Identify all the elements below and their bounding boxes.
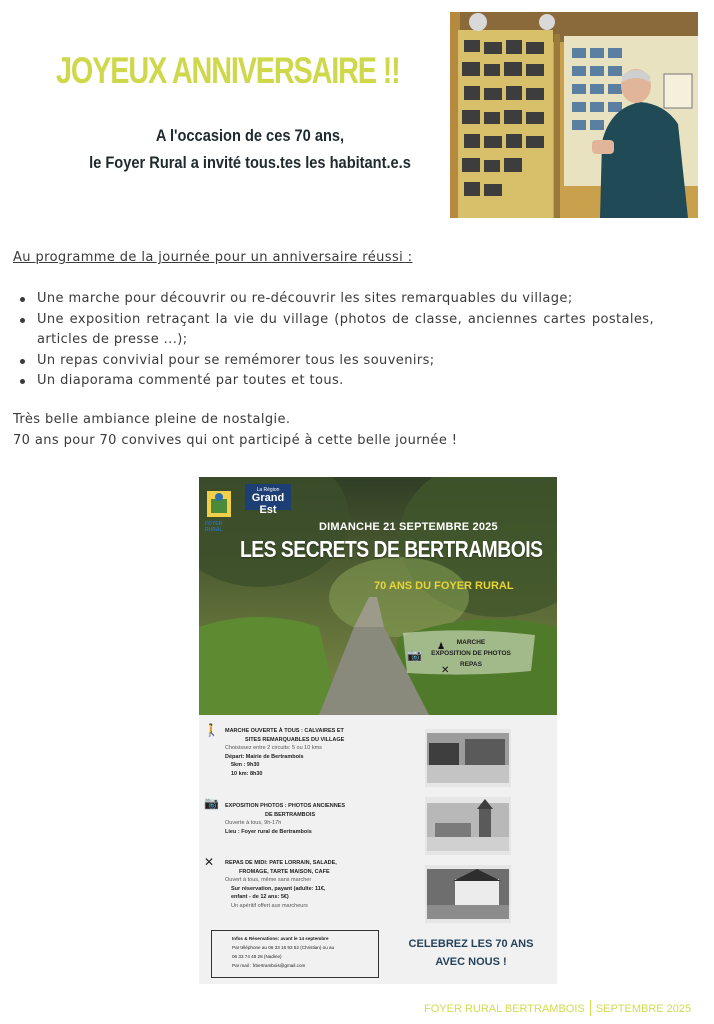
page-footer: [424, 1000, 691, 1016]
page-title: JOYEUX ANNIVERSAIRE !!: [56, 50, 400, 91]
subtitle-line-2: le Foyer Rural a invité tous.tes les habitant.e.s: [89, 153, 411, 172]
footer-org: FOYER RURAL BERTRAMBOIS: [424, 1003, 585, 1015]
hiker-icon: 🚶: [204, 723, 219, 737]
exhibition-photo: [450, 12, 698, 218]
poster-tag-text: [431, 637, 511, 670]
poster-date: DIMANCHE 21 SEPTEMBRE 2025: [319, 521, 498, 533]
list-item: Une exposition retraçant la vie du village (photos de classe, anciennes cartes postales, articles de presse ...);: [20, 310, 654, 351]
grand-est-badge: La Région Grand Est: [245, 484, 291, 510]
celebrate-text: CELEBREZ LES 70 ANS AVEC NOUS !: [408, 938, 534, 968]
tag-line: MARCHE: [456, 639, 486, 646]
footer-separator: [590, 1000, 591, 1016]
footer-date: SEPTEMBRE 2025: [595, 1003, 692, 1015]
list-item: Une marche pour découvrir ou re-découvrir les sites remarquables du village;: [20, 289, 654, 310]
poster-title: LES SECRETS DE BERTRAMBOIS: [240, 536, 543, 562]
page-subtitle: [40, 122, 460, 176]
subtitle-line-1: A l'occasion de ces 70 ans,: [155, 126, 345, 145]
list-item: Un diaporama commenté par toutes et tous.: [20, 371, 654, 392]
closing-text: [13, 410, 457, 451]
tag-line: REPAS: [460, 661, 482, 668]
walk-section: MARCHE OUVERTE À TOUS : CALVAIRES ET SITES REMARQUABLES DU VILLAGE Choisissez entre 2 circuits: 5 ou 10 kms Départ: Mairie de Bertrambois 5km : 9h30 10 km: 8h30: [225, 728, 345, 777]
old-photo-house: [425, 865, 511, 923]
program-list: [20, 289, 654, 392]
event-poster: [199, 477, 557, 984]
expo-section: EXPOSITION PHOTOS : PHOTOS ANCIENNES DE BERTRAMBOIS Ouverte à tous, 9h-17h Lieu : Foyer rural de Bertrambois: [225, 803, 346, 835]
svg-text:📷: 📷: [407, 648, 422, 662]
svg-text:♟: ♟: [437, 642, 446, 652]
info-box: Infos & Réservations: avant le 14 septembre Par téléphone au 06 33 16 93 52 (Christian) ou au 06 33 74 48 28 (Nadine) Par mail : frbertrambois@gmail.com: [211, 930, 379, 978]
cutlery-icon: ✕: [204, 855, 215, 869]
list-item: Un repas convivial pour se remémorer tous les souvenirs;: [20, 351, 654, 372]
poster-subtitle: 70 ANS DU FOYER RURAL: [374, 580, 514, 592]
old-photo-church: [425, 797, 511, 855]
foyer-rural-logo: FOYER RURAL: [205, 489, 233, 545]
meal-section: REPAS DE MIDI: PATE LORRAIN, SALADE, FROMAGE, TARTE MAISON, CAFE Ouvert à tous, même sans marcher Sur réservation, payant (adulte: 11€, enfant - de 12 ans: 5€) Un apéritif offert aux marcheurs: [225, 860, 337, 909]
program-intro: Au programme de la journée pour un anniversaire réussi :: [13, 250, 413, 265]
closing-line-1: Très belle ambiance pleine de nostalgie.: [13, 412, 291, 427]
tag-line: EXPOSITION DE PHOTOS: [431, 650, 511, 657]
camera-icon: 📷: [204, 796, 219, 810]
old-photo-street: [425, 729, 511, 787]
svg-text:✕: ✕: [441, 665, 450, 676]
closing-line-2: 70 ans pour 70 convives qui ont participé à cette belle journée !: [13, 432, 458, 448]
